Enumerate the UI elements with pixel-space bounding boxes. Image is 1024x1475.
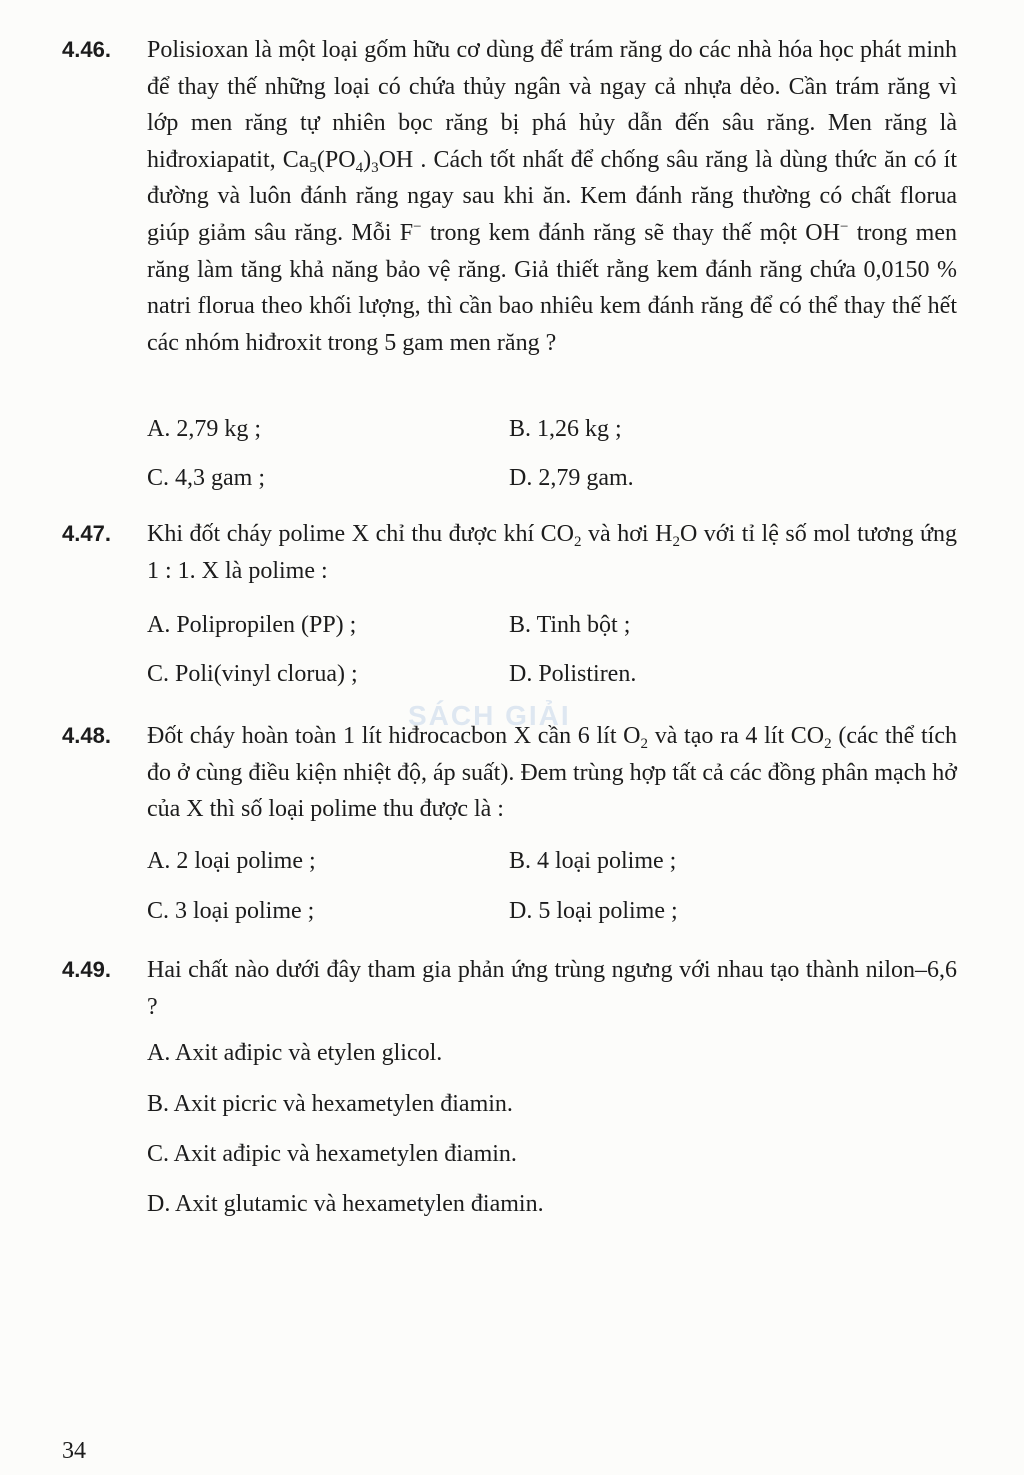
question-stem: Polisioxan là một loại gốm hữu cơ dùng để trám răng do các nhà hóa học phát minh để thay thế những loại có chứa thủy ngân và ngay cả nhựa dẻo. Cần trám răng vì lớp men răng tự nhiên bọc răng bị phá hủy dẫn đến sâu răng. Men răng là hiđroxiapatit, $Ca_5(PO_4)_3OH$ . Cách tốt nhất để chống sâu răng là dùng thức ăn có ít đường và luôn đánh răng ngay sau khi ăn. Kem đánh răng thường có chất florua giúp giảm sâu răng. Mỗi F− trong kem đánh răng sẽ thay thế một OH− trong men răng làm tăng khả năng bảo vệ răng. Giả thiết rằng kem đánh răng chứa 0,0150 % natri florua theo khối lượng, thì cần bao nhiêu kem đánh răng để có thể thay thế hết các nhóm hiđroxit trong 5 gam men răng ? (147, 37, 958, 356)
watermark-logo: SÁCH GIẢI (408, 700, 571, 731)
option-d[interactable]: D. 2,79 gam. (509, 465, 634, 491)
question-number: 4.49. (62, 957, 111, 982)
option-d[interactable]: D. 5 loại polime ; (509, 898, 678, 924)
option-a[interactable]: A. 2 loại polime ; (147, 848, 316, 874)
option-a[interactable]: A. Axit ađipic và etylen glicol. (147, 1040, 443, 1066)
question-4-46 (62, 32, 957, 361)
question-number: 4.46. (62, 37, 111, 62)
question-4-48 (62, 718, 957, 828)
option-d[interactable]: D. Axit glutamic và hexametylen điamin. (147, 1191, 544, 1217)
option-c[interactable]: C. Axit ađipic và hexametylen điamin. (147, 1141, 517, 1167)
question-stem: Đốt cháy hoàn toàn 1 lít hiđrocacbon X cần 6 lít $O_2$ và tạo ra 4 lít $CO_2$ (các thể tích đo ở cùng điều kiện nhiệt độ, áp suất). Đem trùng hợp tất cả các đồng phân mạch hở của X thì số loại polime thu được là : (147, 723, 957, 823)
option-b[interactable]: B. Tinh bột ; (509, 612, 631, 638)
option-c[interactable]: C. Poli(vinyl clorua) ; (147, 661, 358, 687)
option-d[interactable]: D. Polistiren. (509, 661, 637, 687)
option-c[interactable]: C. 4,3 gam ; (147, 465, 265, 491)
option-c[interactable]: C. 3 loại polime ; (147, 898, 315, 924)
option-b[interactable]: B. 1,26 kg ; (509, 416, 622, 442)
question-stem: Khi đốt cháy polime X chỉ thu được khí $CO_2$ và hơi $H_2O$ với tỉ lệ số mol tương ứng 1 : 1. X là polime : (147, 521, 958, 584)
question-number: 4.48. (62, 723, 111, 748)
question-4-47 (62, 516, 957, 589)
option-b[interactable]: B. 4 loại polime ; (509, 848, 677, 874)
question-4-49 (62, 952, 957, 1025)
option-b[interactable]: B. Axit picric và hexametylen điamin. (147, 1091, 513, 1117)
page-number: 34 (62, 1438, 86, 1464)
option-a[interactable]: A. 2,79 kg ; (147, 416, 261, 442)
question-stem: Hai chất nào dưới đây tham gia phản ứng trùng ngưng với nhau tạo thành nilon–6,6 ? (147, 957, 957, 1020)
option-a[interactable]: A. Polipropilen (PP) ; (147, 612, 357, 638)
question-number: 4.47. (62, 521, 111, 546)
